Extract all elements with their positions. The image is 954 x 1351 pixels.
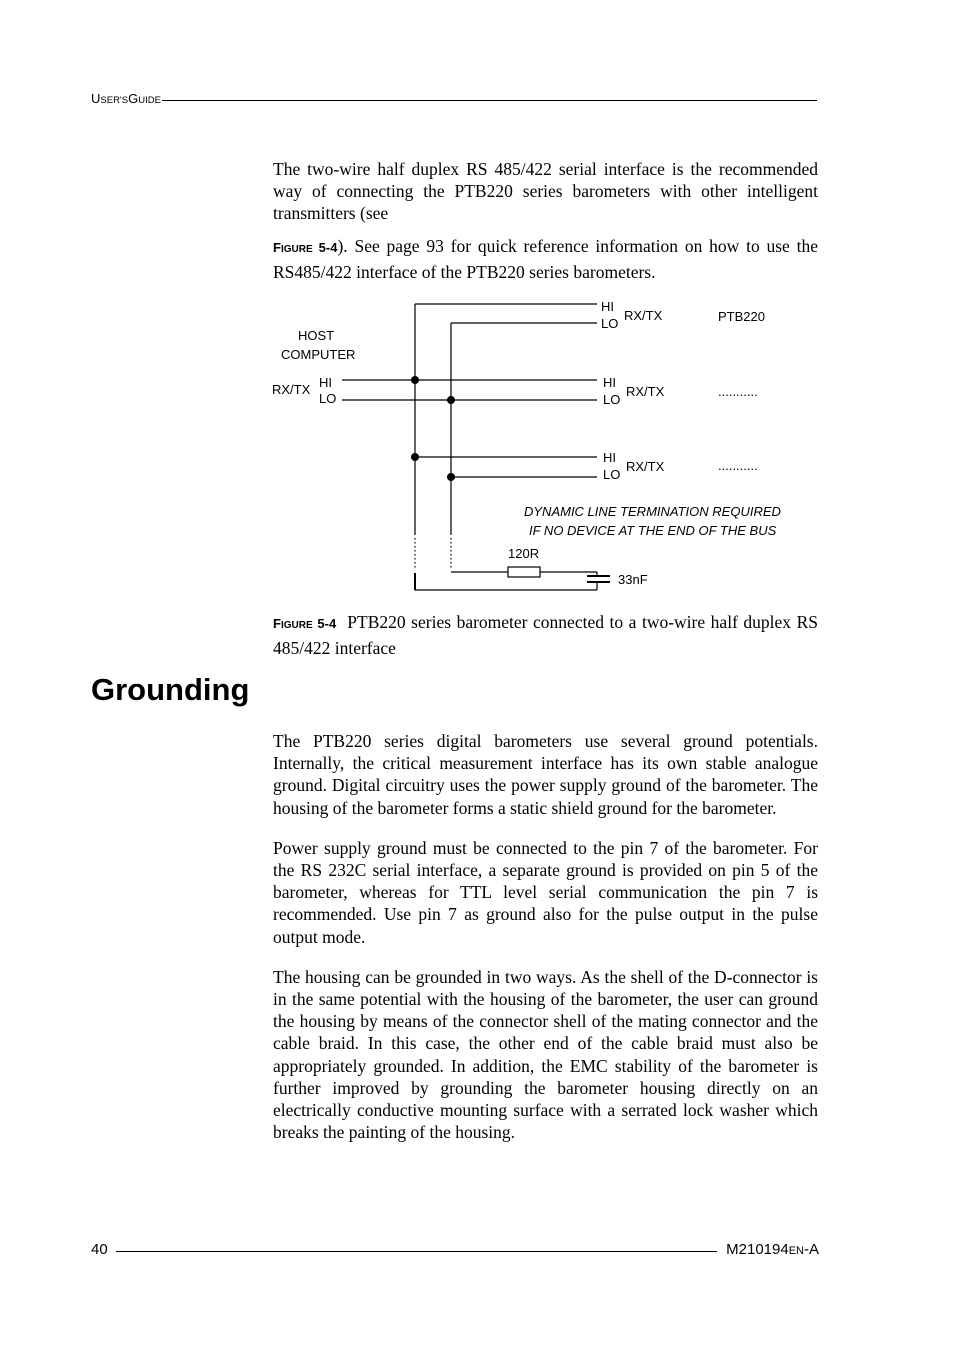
intro-para-2 bbox=[273, 235, 818, 283]
doc-code-small: EN bbox=[788, 1245, 804, 1257]
dev1-rxtx-label: RX/TX bbox=[624, 308, 663, 323]
junction-lo-host bbox=[447, 396, 455, 404]
dev2-lo-label: LO bbox=[603, 392, 621, 407]
junction-hi-host bbox=[411, 376, 419, 384]
termination-note-line2: IF NO DEVICE AT THE END OF THE BUS bbox=[529, 523, 777, 538]
dev1-lo-label: LO bbox=[601, 316, 619, 331]
dev3-lo-label: LO bbox=[603, 467, 621, 482]
header-rule bbox=[162, 100, 817, 101]
intro-para-1: The two-wire half duplex RS 485/422 serial interface is the recommended way of connecting the PTB220 series barometers with other intelligent transmitters (see bbox=[273, 159, 818, 224]
junction-lo-dev3 bbox=[447, 473, 455, 481]
header-small-1: SER'S bbox=[100, 95, 129, 106]
figure-ref-num: 5-4 bbox=[312, 239, 338, 255]
dev1-name: PTB220 bbox=[718, 309, 765, 324]
footer-rule bbox=[116, 1251, 717, 1252]
caption-label-f: F bbox=[273, 616, 281, 631]
section-heading: Grounding bbox=[91, 672, 250, 707]
caption-label-small: IGURE bbox=[280, 620, 313, 631]
doc-code: M210194 bbox=[726, 1241, 789, 1258]
dev2-rxtx-label: RX/TX bbox=[626, 384, 665, 399]
host-rxtx-label: RX/TX bbox=[272, 382, 311, 397]
host-lo-label: LO bbox=[319, 391, 337, 406]
grounding-para-2: Power supply ground must be connected to the pin 7 of the barometer. For the RS 232C serial interface, a separate ground is provided on pin 5 of the barometer, whereas for TTL level serial communication the pin 7 is recommended. Use pin 7 as ground also for the pulse output in the pulse output mode. bbox=[273, 837, 818, 947]
figure-ref bbox=[273, 240, 337, 255]
dev1-hi-label: HI bbox=[601, 299, 614, 314]
figure-ref-small: IGURE bbox=[280, 243, 313, 255]
rs485-wiring-diagram bbox=[260, 290, 820, 610]
grounding-para-3: The housing can be grounded in two ways. As the shell of the D-connector is in the same potential with the housing of the barometer, the user can ground the housing by means of the connector shell of the mating connector and the cable braid. In this case, the other end of the cable braid must also be appropriately grounded. In addition, the EMC stability of the barometer is further improved by grounding the barometer housing directly on an electrically conductive mounting surface with a serrated lock washer which breaks the painting of the housing. bbox=[273, 966, 818, 1143]
intro-text bbox=[273, 158, 818, 283]
dev2-dots: ........... bbox=[718, 384, 758, 399]
page-header bbox=[91, 91, 817, 106]
resistor-120r bbox=[508, 567, 540, 577]
page-footer bbox=[91, 1241, 819, 1258]
intro-para-2-rest: ). See page 93 for quick reference information on how to use the RS485/422 interface of the PTB220 series barometers. bbox=[273, 235, 818, 282]
junction-hi-dev3 bbox=[411, 453, 419, 461]
caption-label-num: 5-4 bbox=[312, 616, 337, 631]
header-cap-u: U bbox=[91, 91, 101, 106]
caption-label bbox=[273, 616, 336, 631]
dev2-hi-label: HI bbox=[603, 375, 616, 390]
header-cap-g: G bbox=[128, 91, 139, 106]
doc-code-suffix: -A bbox=[804, 1241, 819, 1258]
termination-note-line1: DYNAMIC LINE TERMINATION REQUIRED bbox=[524, 504, 781, 519]
host-label-line1: HOST bbox=[298, 328, 335, 343]
figure-caption bbox=[273, 611, 818, 659]
header-small-2: UIDE bbox=[138, 95, 161, 106]
host-hi-label: HI bbox=[319, 375, 332, 390]
grounding-para-1: The PTB220 series digital barometers use several ground potentials. Internally, the critical measurement interface has its own stable analogue ground. Digital circuitry uses the power supply ground of the barometer. The housing of the barometer forms a static shield ground for the barometer. bbox=[273, 731, 818, 818]
dev3-rxtx-label: RX/TX bbox=[626, 459, 665, 474]
dev3-hi-label: HI bbox=[603, 450, 616, 465]
host-label-line2: COMPUTER bbox=[281, 347, 356, 362]
dev3-dots: ........... bbox=[718, 458, 758, 473]
grounding-text bbox=[273, 730, 818, 1143]
page-number: 40 bbox=[91, 1241, 108, 1258]
caption-text: PTB220 series barometer connected to a two-wire half duplex RS 485/422 interface bbox=[273, 612, 819, 659]
figure-ref-f: F bbox=[273, 239, 281, 255]
capacitor-label: 33nF bbox=[618, 572, 648, 587]
resistor-label: 120R bbox=[508, 546, 540, 561]
